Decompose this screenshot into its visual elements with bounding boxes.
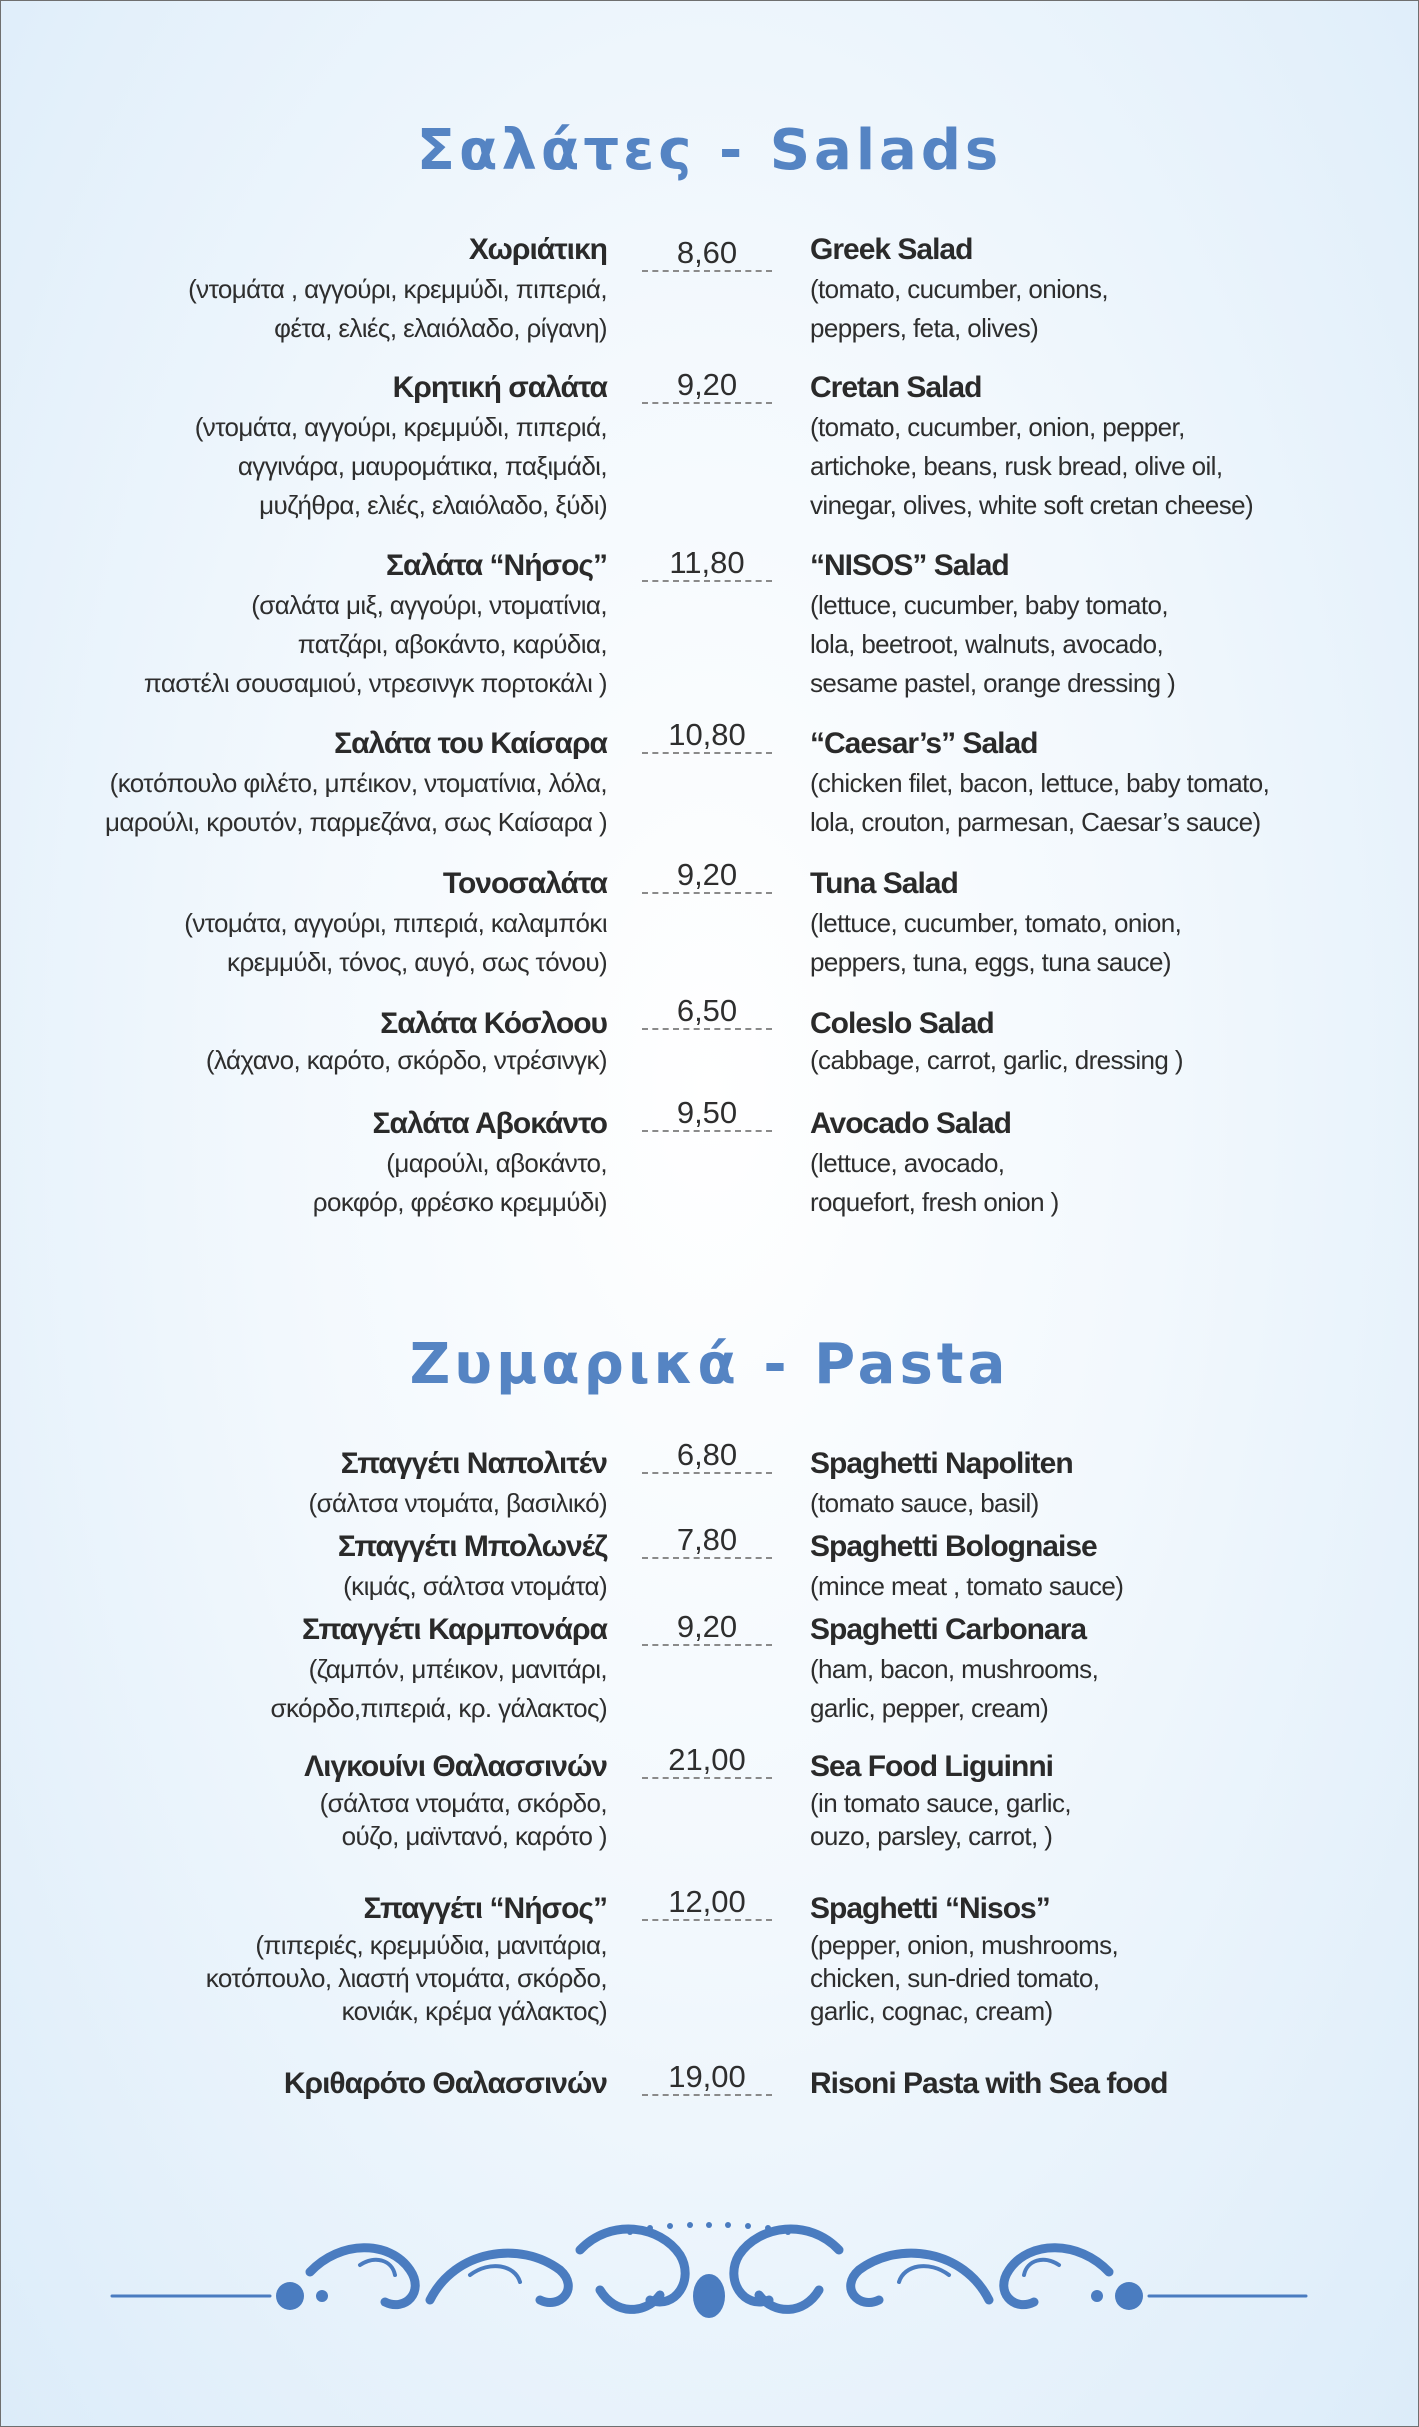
greek-name: Τονοσαλάτα: [442, 867, 607, 900]
greek-name: Σπαγγέτι Καρμπονάρα: [302, 1613, 607, 1646]
english-column: [810, 1104, 1410, 1222]
greek-desc-line: (πιπεριές, κρεμμύδια, μανιτάρια,: [255, 1930, 607, 1960]
greek-name: Σπαγγέτι Ναπολιτέν: [340, 1447, 607, 1480]
english-desc-line: peppers, tuna, eggs, tuna sauce): [810, 947, 1171, 977]
english-name: Spaghetti Bolognaise: [810, 1530, 1097, 1563]
greek-desc-line: (ντομάτα, αγγούρι, πιπεριά, καλαμπόκι: [184, 908, 607, 938]
greek-column: [0, 1444, 607, 1523]
english-desc-line: (tomato, cucumber, onions,: [810, 274, 1108, 304]
english-column: [810, 1747, 1410, 1853]
greek-name: Σαλάτα του Καίσαρα: [334, 727, 607, 760]
english-desc-line: lola, crouton, parmesan, Caesar’s sauce): [810, 807, 1261, 837]
greek-column: [0, 230, 607, 348]
price: 7,80: [642, 1523, 772, 1559]
english-desc-line: vinegar, olives, white soft cretan cheese): [810, 490, 1254, 520]
greek-desc-line: κρεμμύδι, τόνος, αυγό, σως τόνου): [227, 947, 607, 977]
english-desc-line: (pepper, onion, mushrooms,: [810, 1930, 1119, 1960]
greek-column: [0, 864, 607, 982]
price: 10,80: [642, 718, 772, 754]
pasta-heading: Ζυμαρικά - Pasta: [409, 1332, 1010, 1397]
english-column: [810, 368, 1410, 525]
english-name: Risoni Pasta with Sea food: [810, 2067, 1168, 2100]
english-column: [810, 1610, 1410, 1728]
english-desc-line: artichoke, beans, rusk bread, olive oil,: [810, 451, 1223, 481]
greek-column: [0, 2064, 607, 2104]
greek-column: [0, 1610, 607, 1728]
english-column: [810, 230, 1410, 348]
english-desc-line: (lettuce, cucumber, tomato, onion,: [810, 908, 1182, 938]
english-desc-line: (cabbage, carrot, garlic, dressing ): [810, 1045, 1183, 1075]
greek-desc-line: πατζάρι, αβοκάντο, καρύδια,: [297, 629, 607, 659]
english-desc-line: ouzo, parsley, carrot, ): [810, 1821, 1053, 1851]
english-name: Sea Food Liguinni: [810, 1750, 1053, 1783]
greek-name: Κρητική σαλάτα: [392, 371, 607, 404]
greek-desc-line: κοτόπουλο, λιαστή ντομάτα, σκόρδο,: [205, 1963, 607, 1993]
english-column: [810, 1889, 1410, 2028]
greek-column: [0, 1889, 607, 2028]
greek-desc-line: ροκφόρ, φρέσκο κρεμμύδι): [312, 1187, 607, 1217]
price: 19,00: [642, 2060, 772, 2096]
english-name: Spaghetti “Nisos”: [810, 1892, 1050, 1925]
greek-desc-line: αγγινάρα, μαυρομάτικα, παξιμάδι,: [237, 451, 607, 481]
greek-desc-line: (λάχανο, καρότο, σκόρδο, ντρέσινγκ): [205, 1045, 607, 1075]
greek-column: [0, 1527, 607, 1606]
price: 12,00: [642, 1885, 772, 1921]
english-name: Tuna Salad: [810, 867, 958, 900]
greek-desc-line: (ντομάτα , αγγούρι, κρεμμύδι, πιπεριά,: [188, 274, 607, 304]
english-desc-line: sesame pastel, orange dressing ): [810, 668, 1176, 698]
english-name: “Caesar’s” Salad: [810, 727, 1038, 760]
greek-desc-line: (σαλάτα μιξ, αγγούρι, ντοματίνια,: [251, 590, 607, 620]
greek-name: Σαλάτα “Νήσος”: [386, 549, 607, 582]
english-name: Greek Salad: [810, 233, 973, 266]
greek-desc-line: (μαρούλι, αβοκάντο,: [386, 1148, 607, 1178]
english-desc-line: (lettuce, cucumber, baby tomato,: [810, 590, 1168, 620]
english-desc-line: (in tomato sauce, garlic,: [810, 1788, 1072, 1818]
greek-name: Λιγκουίνι Θαλασσινών: [304, 1750, 607, 1783]
price: 6,80: [642, 1438, 772, 1474]
price: 21,00: [642, 1743, 772, 1779]
greek-desc-line: (ντομάτα, αγγούρι, κρεμμύδι, πιπεριά,: [194, 412, 607, 442]
english-desc-line: chicken, sun-dried tomato,: [810, 1963, 1100, 1993]
price: 11,80: [642, 546, 772, 582]
english-name: “NISOS” Salad: [810, 549, 1009, 582]
english-desc-line: garlic, pepper, cream): [810, 1693, 1049, 1723]
greek-name: Κριθαρότο Θαλασσινών: [283, 2067, 607, 2100]
english-desc-line: (tomato sauce, basil): [810, 1488, 1039, 1518]
greek-desc-line: μαρούλι, κρουτόν, παρμεζάνα, σως Καίσαρα ): [104, 807, 607, 837]
greek-desc-line: (ζαμπόν, μπέικον, μανιτάρι,: [308, 1654, 607, 1684]
english-desc-line: (ham, bacon, mushrooms,: [810, 1654, 1099, 1684]
english-column: [810, 1004, 1410, 1077]
english-name: Cretan Salad: [810, 371, 982, 404]
greek-name: Σπαγγέτι Μπολωνέζ: [337, 1530, 607, 1563]
greek-column: [0, 368, 607, 525]
greek-desc-line: (σάλτσα ντομάτα, σκόρδο,: [319, 1788, 607, 1818]
english-desc-line: (tomato, cucumber, onion, pepper,: [810, 412, 1185, 442]
greek-desc-line: φέτα, ελιές, ελαιόλαδο, ρίγανη): [274, 313, 607, 343]
english-column: [810, 1527, 1410, 1606]
greek-column: [0, 1747, 607, 1853]
english-desc-line: lola, beetroot, walnuts, avocado,: [810, 629, 1164, 659]
greek-column: [0, 1104, 607, 1222]
english-desc-line: garlic, cognac, cream): [810, 1996, 1053, 2026]
greek-desc-line: (κοτόπουλο φιλέτο, μπέικον, ντοματίνια, λόλα,: [109, 768, 607, 798]
english-column: [810, 1444, 1410, 1523]
greek-desc-line: (σάλτσα ντομάτα, βασιλικό): [308, 1488, 607, 1518]
greek-desc-line: μυζήθρα, ελιές, ελαιόλαδο, ξύδι): [259, 490, 607, 520]
greek-desc-line: κονιάκ, κρέμα γάλακτος): [341, 1996, 607, 2026]
greek-column: [0, 1004, 607, 1077]
greek-desc-line: σκόρδο,πιπεριά, κρ. γάλακτος): [270, 1693, 607, 1723]
greek-name: Χωριάτικη: [468, 233, 607, 266]
greek-desc-line: παστέλι σουσαμιού, ντρεσινγκ πορτοκάλι ): [143, 668, 607, 698]
english-name: Coleslo Salad: [810, 1007, 994, 1040]
greek-desc-line: (κιμάς, σάλτσα ντομάτα): [343, 1571, 607, 1601]
english-column: [810, 864, 1410, 982]
english-column: [810, 724, 1410, 842]
swirl-ornament-icon: [0, 2220, 1419, 2320]
english-desc-line: peppers, feta, olives): [810, 313, 1039, 343]
price: 9,20: [642, 368, 772, 404]
english-desc-line: (lettuce, avocado,: [810, 1148, 1005, 1178]
greek-column: [0, 724, 607, 842]
greek-name: Σπαγγέτι “Νήσος”: [363, 1892, 607, 1925]
greek-desc-line: ούζο, μαϊντανό, καρότο ): [341, 1821, 607, 1851]
salads-heading: Σαλάτες - Salads: [416, 118, 1003, 183]
english-desc-line: roquefort, fresh onion ): [810, 1187, 1059, 1217]
price: 8,60: [642, 236, 772, 272]
price: 9,20: [642, 858, 772, 894]
english-column: [810, 546, 1410, 703]
greek-name: Σαλάτα Αβοκάντο: [372, 1107, 607, 1140]
english-column: [810, 2064, 1410, 2104]
price: 9,50: [642, 1096, 772, 1132]
price: 9,20: [642, 1610, 772, 1646]
english-name: Avocado Salad: [810, 1107, 1011, 1140]
greek-name: Σαλάτα Κόσλοου: [380, 1007, 607, 1040]
english-name: Spaghetti Carbonara: [810, 1613, 1087, 1646]
english-name: Spaghetti Napoliten: [810, 1447, 1073, 1480]
greek-column: [0, 546, 607, 703]
price: 6,50: [642, 994, 772, 1030]
english-desc-line: (chicken filet, bacon, lettuce, baby tomato,: [810, 768, 1270, 798]
english-desc-line: (mince meat , tomato sauce): [810, 1571, 1124, 1601]
